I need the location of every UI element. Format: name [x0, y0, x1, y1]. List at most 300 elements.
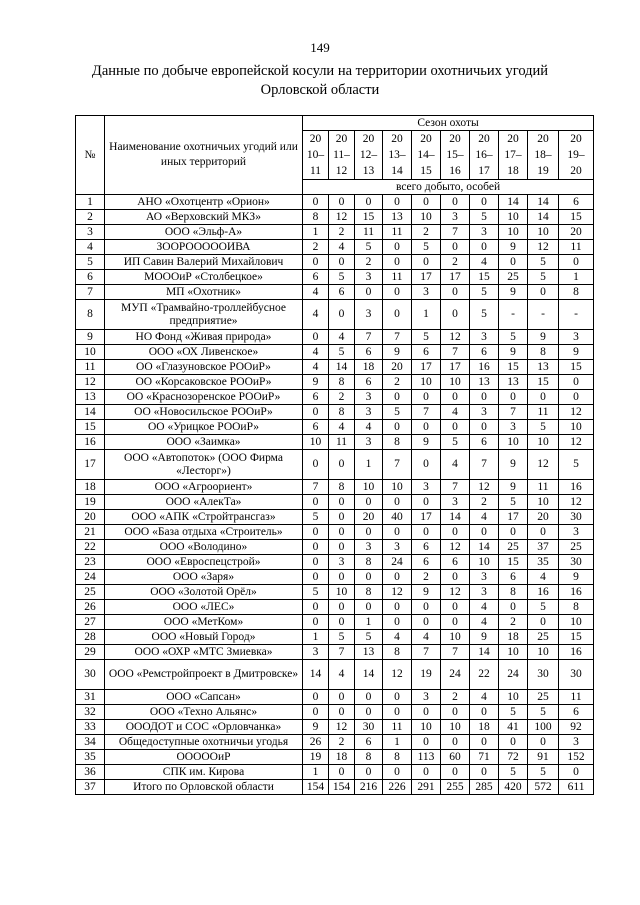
harvest-value: 3 [412, 285, 441, 300]
harvest-value: 0 [383, 615, 412, 630]
harvest-value: 0 [412, 420, 441, 435]
season-cell [412, 131, 441, 180]
harvest-value: 15 [499, 555, 528, 570]
harvest-value: 0 [355, 285, 383, 300]
harvest-value: 15 [559, 360, 594, 375]
harvest-value: 4 [470, 510, 499, 525]
harvest-value: 0 [329, 525, 355, 540]
harvest-value: 6 [303, 390, 329, 405]
harvest-value: 18 [329, 750, 355, 765]
harvest-value: 216 [355, 780, 383, 795]
harvest-value: 8 [383, 750, 412, 765]
harvest-value: 7 [441, 345, 470, 360]
harvest-value: 4 [329, 420, 355, 435]
row-number: 23 [76, 555, 105, 570]
harvest-value: 10 [355, 480, 383, 495]
harvest-value: 14 [470, 540, 499, 555]
harvest-value: 25 [528, 690, 559, 705]
table-row [76, 690, 594, 705]
harvest-value: 12 [383, 660, 412, 690]
document-title [60, 62, 580, 100]
harvest-value: 6 [412, 540, 441, 555]
harvest-value: 3 [559, 525, 594, 540]
harvest-value: 10 [412, 375, 441, 390]
harvest-value: 9 [559, 570, 594, 585]
row-number: 28 [76, 630, 105, 645]
harvest-value: 0 [528, 285, 559, 300]
harvest-value: 4 [470, 600, 499, 615]
harvest-value: 0 [412, 195, 441, 210]
harvest-value: 3 [412, 480, 441, 495]
harvest-value: 6 [559, 195, 594, 210]
row-number: 31 [76, 690, 105, 705]
table-row [76, 255, 594, 270]
season-part: 20 [570, 165, 582, 177]
harvest-value: 4 [303, 285, 329, 300]
row-number: 18 [76, 480, 105, 495]
harvest-value: 6 [412, 555, 441, 570]
harvest-value: 12 [559, 495, 594, 510]
harvest-value: 15 [355, 210, 383, 225]
territory-name: ООО «ЛЕС» [105, 600, 303, 615]
row-number: 30 [76, 660, 105, 690]
harvest-value: 16 [559, 645, 594, 660]
harvest-value: 3 [499, 420, 528, 435]
territory-name: МУП «Трамвайно-троллейбусное предприятие» [105, 300, 303, 330]
harvest-value: 17 [441, 270, 470, 285]
season-part: 10– [306, 149, 325, 161]
harvest-value: 4 [329, 240, 355, 255]
harvest-value: 10 [528, 225, 559, 240]
harvest-value: 0 [412, 705, 441, 720]
table-row [76, 645, 594, 660]
harvest-value: 9 [470, 630, 499, 645]
territory-name: ООО «Новый Город» [105, 630, 303, 645]
harvest-value: 7 [355, 330, 383, 345]
harvest-value: 4 [470, 255, 499, 270]
harvest-value: 35 [528, 555, 559, 570]
harvest-value: 16 [559, 480, 594, 495]
harvest-value: 5 [528, 255, 559, 270]
harvest-value: 0 [383, 390, 412, 405]
harvest-value: 2 [355, 255, 383, 270]
harvest-value: 6 [499, 570, 528, 585]
season-part: 14 [391, 165, 403, 177]
territory-name: ООО «Володино» [105, 540, 303, 555]
row-number: 19 [76, 495, 105, 510]
harvest-value: 12 [329, 210, 355, 225]
harvest-value: 8 [329, 405, 355, 420]
harvest-value: 0 [383, 705, 412, 720]
harvest-value: 13 [383, 210, 412, 225]
harvest-value: 37 [528, 540, 559, 555]
harvest-value: 92 [559, 720, 594, 735]
harvest-value: 5 [441, 435, 470, 450]
table-row [76, 495, 594, 510]
row-number: 4 [76, 240, 105, 255]
territory-name: ООО «Ремстройпроект в Дмитровске» [105, 660, 303, 690]
territory-name: МП «Охотник» [105, 285, 303, 300]
harvest-value: 2 [412, 225, 441, 240]
harvest-value: 0 [355, 195, 383, 210]
table-row [76, 750, 594, 765]
harvest-value: 0 [329, 195, 355, 210]
harvest-value: 15 [528, 375, 559, 390]
harvest-value: 0 [303, 450, 329, 480]
harvest-value: 25 [559, 540, 594, 555]
harvest-value: 15 [499, 360, 528, 375]
harvest-value: 0 [383, 600, 412, 615]
harvest-value: 0 [559, 765, 594, 780]
harvest-value: 41 [499, 720, 528, 735]
row-number: 24 [76, 570, 105, 585]
harvest-value: 11 [383, 225, 412, 240]
harvest-value: 25 [528, 630, 559, 645]
harvest-value: 6 [559, 705, 594, 720]
territory-name: ООО «Автопоток» (ООО Фирма «Лесторг») [105, 450, 303, 480]
season-part: 20 [449, 133, 461, 145]
row-number: 2 [76, 210, 105, 225]
harvest-value: 5 [528, 765, 559, 780]
harvest-value: 13 [355, 645, 383, 660]
season-part: 13 [362, 165, 375, 177]
harvest-value: 9 [499, 240, 528, 255]
season-part: 20 [391, 133, 403, 145]
harvest-value: 10 [441, 720, 470, 735]
harvest-value: 5 [528, 600, 559, 615]
season-part: 12– [359, 149, 378, 161]
row-number: 27 [76, 615, 105, 630]
season-part: 15– [446, 149, 464, 161]
season-part: 19– [567, 149, 585, 161]
harvest-value: 12 [559, 435, 594, 450]
harvest-value: 8 [355, 585, 383, 600]
harvest-value: 72 [499, 750, 528, 765]
harvest-value: 7 [329, 645, 355, 660]
season-part: 20 [420, 133, 432, 145]
harvest-value: 2 [329, 225, 355, 240]
harvest-value: 10 [499, 645, 528, 660]
harvest-value: 0 [329, 765, 355, 780]
harvest-value: 0 [383, 690, 412, 705]
territory-name: Итого по Орловской области [105, 780, 303, 795]
harvest-value: 3 [355, 435, 383, 450]
harvest-value: - [528, 300, 559, 330]
row-number: 36 [76, 765, 105, 780]
territory-name: ООО «База отдыха «Строитель» [105, 525, 303, 540]
season-part: 13– [388, 149, 406, 161]
harvest-value: 5 [355, 630, 383, 645]
harvest-value: 9 [303, 375, 329, 390]
harvest-value: 16 [528, 585, 559, 600]
harvest-value: 0 [355, 705, 383, 720]
harvest-value: 0 [303, 255, 329, 270]
harvest-value: 100 [528, 720, 559, 735]
harvest-value: 0 [383, 255, 412, 270]
harvest-value: 11 [383, 720, 412, 735]
harvest-value: 1 [412, 300, 441, 330]
season-part: 16– [475, 149, 493, 161]
season-cell [559, 131, 594, 180]
harvest-value: 0 [441, 705, 470, 720]
row-number: 8 [76, 300, 105, 330]
harvest-value: 8 [499, 585, 528, 600]
harvest-value: 12 [559, 405, 594, 420]
harvest-value: 0 [441, 390, 470, 405]
harvest-value: 13 [528, 360, 559, 375]
harvest-value: 12 [329, 720, 355, 735]
harvest-value: 10 [412, 210, 441, 225]
harvest-value: 0 [412, 735, 441, 750]
row-number: 3 [76, 225, 105, 240]
harvest-value: - [499, 300, 528, 330]
territory-name: ООО «Агроориент» [105, 480, 303, 495]
harvest-value: 40 [383, 510, 412, 525]
territory-name: Общедоступные охотничьи угодья [105, 735, 303, 750]
territory-name: ОО «Корсаковское РООиР» [105, 375, 303, 390]
harvest-value: 10 [329, 585, 355, 600]
harvest-value: - [559, 300, 594, 330]
harvest-value: 18 [355, 360, 383, 375]
harvest-value: 0 [383, 525, 412, 540]
harvest-value: 2 [441, 690, 470, 705]
harvest-value: 0 [470, 765, 499, 780]
row-number: 9 [76, 330, 105, 345]
season-part: 15 [420, 165, 432, 177]
harvest-value: 11 [528, 405, 559, 420]
harvest-value: 0 [559, 390, 594, 405]
harvest-value: 5 [499, 765, 528, 780]
harvest-value: 7 [412, 405, 441, 420]
harvest-value: 4 [355, 420, 383, 435]
harvest-value: 3 [355, 405, 383, 420]
harvest-value: 20 [528, 510, 559, 525]
harvest-value: 6 [412, 345, 441, 360]
table-row [76, 765, 594, 780]
harvest-value: 4 [470, 615, 499, 630]
harvest-value: 17 [412, 270, 441, 285]
table-row [76, 600, 594, 615]
season-part: 12 [335, 165, 348, 177]
harvest-value: 9 [412, 585, 441, 600]
territory-name: ОООДОТ и СОС «Орловчанка» [105, 720, 303, 735]
harvest-value: 4 [303, 360, 329, 375]
row-number: 20 [76, 510, 105, 525]
territory-name: АО «Верховский МКЗ» [105, 210, 303, 225]
territory-name: НО Фонд «Живая природа» [105, 330, 303, 345]
harvest-value: 9 [412, 435, 441, 450]
harvest-value: 5 [355, 240, 383, 255]
harvest-value: 10 [470, 555, 499, 570]
title-line-2: Орловской области [260, 82, 380, 98]
harvest-value: 7 [441, 645, 470, 660]
harvest-value: 19 [303, 750, 329, 765]
territory-name: ООО «Эльф-А» [105, 225, 303, 240]
harvest-value: 2 [470, 495, 499, 510]
harvest-value: 10 [528, 495, 559, 510]
harvest-table [75, 115, 594, 795]
harvest-value: 0 [383, 495, 412, 510]
harvest-value: 10 [303, 435, 329, 450]
harvest-value: 3 [383, 540, 412, 555]
season-part: 14– [417, 149, 435, 161]
harvest-value: 0 [559, 255, 594, 270]
table-row [76, 435, 594, 450]
harvest-value: 0 [329, 510, 355, 525]
harvest-value: 9 [499, 480, 528, 495]
harvest-value: 12 [441, 540, 470, 555]
harvest-value: 0 [499, 735, 528, 750]
harvest-value: 0 [383, 285, 412, 300]
harvest-value: 5 [470, 285, 499, 300]
harvest-value: 5 [329, 630, 355, 645]
table-row [76, 510, 594, 525]
harvest-value: 14 [441, 510, 470, 525]
row-number: 26 [76, 600, 105, 615]
harvest-value: 0 [499, 255, 528, 270]
season-cell [470, 131, 499, 180]
title-line-1: Данные по добыче европейской косули на территории охотничьих угодий [91, 63, 549, 79]
harvest-value: 5 [303, 510, 329, 525]
harvest-value: 0 [559, 375, 594, 390]
harvest-value: 10 [441, 630, 470, 645]
row-number: 34 [76, 735, 105, 750]
harvest-value: 4 [441, 405, 470, 420]
harvest-value: 7 [441, 225, 470, 240]
table-row [76, 480, 594, 495]
harvest-value: 6 [355, 345, 383, 360]
harvest-value: 6 [355, 735, 383, 750]
table-row [76, 345, 594, 360]
table-row [76, 525, 594, 540]
row-number: 29 [76, 645, 105, 660]
territory-name: ООО «Золотой Орёл» [105, 585, 303, 600]
harvest-value: 17 [441, 360, 470, 375]
harvest-value: 3 [559, 330, 594, 345]
harvest-value: 24 [383, 555, 412, 570]
harvest-value: 1 [303, 765, 329, 780]
harvest-value: 9 [559, 345, 594, 360]
table-row [76, 570, 594, 585]
harvest-value: 0 [470, 525, 499, 540]
harvest-value: 0 [441, 570, 470, 585]
table-row [76, 285, 594, 300]
harvest-value: 9 [499, 450, 528, 480]
harvest-value: 5 [499, 495, 528, 510]
harvest-value: 8 [329, 375, 355, 390]
harvest-value: 0 [499, 600, 528, 615]
harvest-value: 5 [383, 405, 412, 420]
harvest-value: 12 [528, 450, 559, 480]
season-cell [441, 131, 470, 180]
territory-name: ООО «МетКом» [105, 615, 303, 630]
harvest-value: 6 [303, 420, 329, 435]
harvest-value: 14 [303, 660, 329, 690]
harvest-value: 0 [528, 735, 559, 750]
table-body [76, 195, 594, 795]
row-number: 12 [76, 375, 105, 390]
harvest-value: 0 [441, 300, 470, 330]
harvest-value: 113 [412, 750, 441, 765]
harvest-value: 3 [470, 225, 499, 240]
harvest-value: 0 [303, 540, 329, 555]
harvest-value: 226 [383, 780, 412, 795]
table-row [76, 660, 594, 690]
harvest-value: 154 [303, 780, 329, 795]
harvest-value: 0 [412, 390, 441, 405]
row-number: 17 [76, 450, 105, 480]
harvest-value: 3 [412, 690, 441, 705]
harvest-value: 16 [559, 585, 594, 600]
harvest-value: 12 [441, 330, 470, 345]
harvest-value: 1 [355, 450, 383, 480]
territory-name: ООО «АлекТа» [105, 495, 303, 510]
territory-name: ОООООиР [105, 750, 303, 765]
season-part: 19 [537, 165, 549, 177]
harvest-value: 5 [470, 210, 499, 225]
harvest-value: 7 [303, 480, 329, 495]
harvest-value: 3 [355, 390, 383, 405]
harvest-value: 10 [559, 615, 594, 630]
territory-name: ООО «ОХР «МТС Змиевка» [105, 645, 303, 660]
harvest-value: 7 [470, 450, 499, 480]
harvest-value: 0 [355, 525, 383, 540]
harvest-value: 22 [470, 660, 499, 690]
harvest-value: 3 [355, 300, 383, 330]
harvest-value: 0 [499, 390, 528, 405]
territory-name: ООО «Заря» [105, 570, 303, 585]
harvest-value: 12 [441, 585, 470, 600]
harvest-value: 30 [355, 720, 383, 735]
harvest-value: 0 [329, 495, 355, 510]
harvest-value: 9 [383, 345, 412, 360]
header-row-1 [76, 116, 594, 131]
harvest-value: 11 [559, 690, 594, 705]
harvest-value: 0 [329, 450, 355, 480]
harvest-value: 6 [329, 285, 355, 300]
table-row [76, 705, 594, 720]
table-row [76, 585, 594, 600]
table-row [76, 390, 594, 405]
table-row [76, 195, 594, 210]
harvest-value: 14 [528, 210, 559, 225]
harvest-value: 6 [355, 375, 383, 390]
territory-name: ОО «Новосильское РООиР» [105, 405, 303, 420]
harvest-value: 3 [441, 210, 470, 225]
name-column-header: Наименование охотничьих угодий или иных территорий [105, 116, 303, 195]
harvest-value: 0 [383, 765, 412, 780]
table-row [76, 225, 594, 240]
territory-name: ООО «Техно Альянс» [105, 705, 303, 720]
harvest-value: 3 [355, 270, 383, 285]
season-header: Сезон охоты [303, 116, 594, 131]
harvest-value: 1 [303, 225, 329, 240]
harvest-value: 8 [383, 435, 412, 450]
row-number: 11 [76, 360, 105, 375]
harvest-value: 18 [499, 630, 528, 645]
harvest-value: 15 [559, 630, 594, 645]
table-row [76, 720, 594, 735]
harvest-value: 6 [470, 345, 499, 360]
harvest-value: 0 [412, 495, 441, 510]
harvest-value: 25 [499, 270, 528, 285]
territory-name: АНО «Охотцентр «Орион» [105, 195, 303, 210]
table-row [76, 420, 594, 435]
table-row [76, 210, 594, 225]
harvest-value: 10 [383, 480, 412, 495]
harvest-value: 9 [499, 285, 528, 300]
harvest-value: 24 [441, 660, 470, 690]
